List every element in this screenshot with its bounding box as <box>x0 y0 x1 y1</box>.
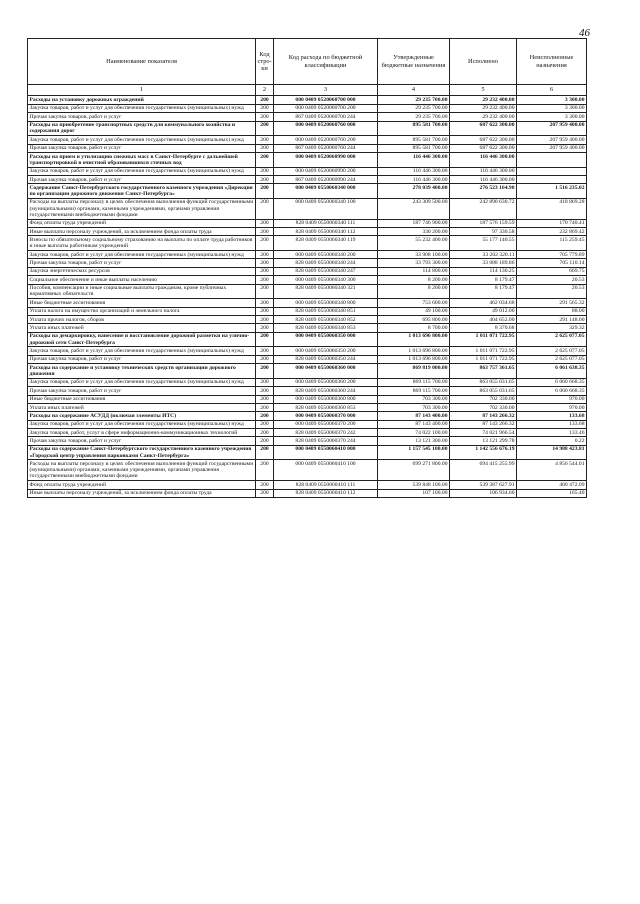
row-indicator-name: Расходы на установку дорожных ограждений <box>28 96 256 104</box>
row-approved-amount: 55 232 400.00 <box>378 236 450 251</box>
row-executed-amount: 539 387 627.91 <box>450 481 517 489</box>
row-approved-amount: 8 200.00 <box>378 284 450 299</box>
row-indicator-name: Закупка энергетических ресурсов <box>28 267 256 275</box>
row-remaining-amount: 133.46 <box>517 429 587 437</box>
row-line-code: 200 <box>256 267 274 275</box>
row-executed-amount: 8 179.47 <box>450 276 517 284</box>
row-indicator-name: Иные бюджетные ассигнования <box>28 395 256 403</box>
table-row <box>28 355 587 363</box>
row-remaining-amount: 165.40 <box>517 489 587 497</box>
table-row <box>28 412 587 420</box>
row-executed-amount: 404 652.00 <box>450 316 517 324</box>
row-approved-amount: 1 157 545 100.00 <box>378 445 450 460</box>
row-line-code: 200 <box>256 236 274 251</box>
row-indicator-name: Прочая закупка товаров, работ и услуг <box>28 144 256 152</box>
row-budget-code: 828 0409 0550060370 244 <box>274 437 378 445</box>
row-indicator-name: Расходы на выплаты персоналу в целях обеспечения выполнения функций государственными (муниципальными) органами, казенными учреждениями, органами управления государственными внебюджетными фондами <box>28 460 256 481</box>
row-line-code: 200 <box>256 152 274 167</box>
row-approved-amount: 8 700.00 <box>378 324 450 332</box>
table-row <box>28 104 587 112</box>
row-executed-amount: 106 934.60 <box>450 489 517 497</box>
row-line-code: 200 <box>256 219 274 227</box>
row-budget-code: 000 0409 0550060360 200 <box>274 378 378 386</box>
table-row <box>28 420 587 428</box>
row-indicator-name: Иные бюджетные ассигнования <box>28 299 256 307</box>
row-executed-amount: 687 622 300.00 <box>450 144 517 152</box>
row-budget-code: 000 0409 0550060370 200 <box>274 420 378 428</box>
header-indicator-name: Наименование показателя <box>28 39 256 85</box>
header-executed: Исполнено <box>450 39 517 85</box>
row-remaining-amount: 170 740.41 <box>517 219 587 227</box>
row-indicator-name: Фонд оплаты труда учреждений <box>28 481 256 489</box>
row-remaining-amount: 3 300.00 <box>517 113 587 121</box>
row-executed-amount: 74 021 966.54 <box>450 429 517 437</box>
row-remaining-amount: 20.53 <box>517 276 587 284</box>
table-row <box>28 167 587 175</box>
table-row <box>28 259 587 267</box>
row-line-code: 200 <box>256 316 274 324</box>
table-header-row <box>28 39 587 85</box>
row-line-code: 200 <box>256 96 274 104</box>
row-executed-amount: 116 446 300.00 <box>450 152 517 167</box>
row-indicator-name: Прочая закупка товаров, работ и услуг <box>28 175 256 183</box>
row-indicator-name: Расходы на прием и утилизацию снежных масс в Санкт-Петербурге с дальнейшей транспортировкой в очистной образовавшихся сточных вод <box>28 152 256 167</box>
row-approved-amount: 29 235 700.00 <box>378 104 450 112</box>
column-number: 4 <box>378 85 450 96</box>
row-remaining-amount: 20.53 <box>517 284 587 299</box>
row-budget-code: 828 0409 0550060340 112 <box>274 228 378 236</box>
row-remaining-amount: 460 472.09 <box>517 481 587 489</box>
row-line-code: 200 <box>256 167 274 175</box>
row-indicator-name: Расходы на содержание АСУДД (включая элементы ИТС) <box>28 412 256 420</box>
table-row <box>28 121 587 136</box>
row-line-code: 200 <box>256 420 274 428</box>
row-line-code: 200 <box>256 412 274 420</box>
row-approved-amount: 703 300.00 <box>378 395 450 403</box>
row-line-code: 200 <box>256 324 274 332</box>
row-budget-code: 828 0409 0550060340 321 <box>274 284 378 299</box>
row-executed-amount: 87 143 266.32 <box>450 420 517 428</box>
row-indicator-name: Закупка товаров, работ и услуг для обеспечения государственных (муниципальных) нужд <box>28 167 256 175</box>
row-indicator-name: Закупка товаров, работ и услуг для обеспечения государственных (муниципальных) нужд <box>28 420 256 428</box>
table-row <box>28 324 587 332</box>
row-indicator-name: Расходы на выплаты персоналу в целях обеспечения выполнения функций государственными (муниципальными) органами, казенными учреждениями, органами управления государственными внебюджетными фондами <box>28 198 256 219</box>
row-approved-amount: 330 200.00 <box>378 228 450 236</box>
row-budget-code: 000 0409 0550060410 100 <box>274 460 378 481</box>
row-remaining-amount: 115 259.45 <box>517 236 587 251</box>
row-line-code: 200 <box>256 175 274 183</box>
row-executed-amount: 187 576 159.59 <box>450 219 517 227</box>
table-row <box>28 395 587 403</box>
row-remaining-amount: 133.68 <box>517 412 587 420</box>
table-row <box>28 152 587 167</box>
row-executed-amount: 1 011 071 722.95 <box>450 332 517 347</box>
row-remaining-amount <box>517 167 587 175</box>
row-approved-amount: 895 581 700.00 <box>378 121 450 136</box>
row-executed-amount: 29 232 400.00 <box>450 104 517 112</box>
row-remaining-amount: 669.75 <box>517 267 587 275</box>
row-approved-amount: 29 235 700.00 <box>378 96 450 104</box>
row-budget-code: 000 0409 0550060370 000 <box>274 412 378 420</box>
row-line-code: 200 <box>256 332 274 347</box>
row-executed-amount: 462 034.68 <box>450 299 517 307</box>
table-row <box>28 364 587 379</box>
header-line-code: Код стро-ки <box>256 39 274 85</box>
row-executed-amount: 1 011 071 722.95 <box>450 347 517 355</box>
table-row <box>28 481 587 489</box>
row-indicator-name: Закупка товаров, работ и услуг для обеспечения государственных (муниципальных) нужд <box>28 251 256 259</box>
row-line-code: 200 <box>256 198 274 219</box>
row-executed-amount: 1 011 071 722.95 <box>450 355 517 363</box>
row-remaining-amount: 207 959 400.00 <box>517 121 587 136</box>
row-line-code: 200 <box>256 395 274 403</box>
row-approved-amount: 116 446 300.00 <box>378 175 450 183</box>
row-indicator-name: Фонд оплаты труда учреждений <box>28 219 256 227</box>
row-executed-amount: 863 757 361.65 <box>450 364 517 379</box>
row-approved-amount: 33 908 100.00 <box>378 251 450 259</box>
row-executed-amount: 55 177 140.55 <box>450 236 517 251</box>
row-executed-amount: 702 330.00 <box>450 403 517 411</box>
row-line-code: 200 <box>256 437 274 445</box>
row-line-code: 200 <box>256 276 274 284</box>
table-row <box>28 437 587 445</box>
row-approved-amount: 33 793 300.00 <box>378 259 450 267</box>
row-budget-code: 828 0409 0550060360 244 <box>274 387 378 395</box>
row-indicator-name: Уплата иных платежей <box>28 403 256 411</box>
row-line-code: 200 <box>256 299 274 307</box>
row-indicator-name: Иные выплаты персоналу учреждений, за исключением фонда оплаты труда <box>28 228 256 236</box>
table-row <box>28 307 587 315</box>
row-indicator-name: Пособия, компенсации и иные социальные выплаты гражданам, кроме публичных нормативных обязательств <box>28 284 256 299</box>
row-indicator-name: Социальное обеспечение и иные выплаты населению <box>28 276 256 284</box>
table-row <box>28 284 587 299</box>
row-executed-amount: 687 622 300.00 <box>450 121 517 136</box>
row-approved-amount: 187 746 900.00 <box>378 219 450 227</box>
row-budget-code: 000 0409 0550060340 200 <box>274 251 378 259</box>
row-approved-amount: 29 235 700.00 <box>378 113 450 121</box>
row-budget-code: 828 0409 0550060410 111 <box>274 481 378 489</box>
column-numbers-row <box>28 85 587 96</box>
row-indicator-name: Закупка товаров, работ и услуг для обеспечения государственных (муниципальных) нужд <box>28 104 256 112</box>
row-indicator-name: Прочая закупка товаров, работ и услуг <box>28 113 256 121</box>
row-budget-code: 000 0409 0520060760 000 <box>274 121 378 136</box>
table-row <box>28 378 587 386</box>
table-row <box>28 276 587 284</box>
row-approved-amount: 74 022 100.00 <box>378 429 450 437</box>
row-line-code: 200 <box>256 113 274 121</box>
row-line-code: 200 <box>256 259 274 267</box>
row-remaining-amount: 207 959 400.00 <box>517 136 587 144</box>
row-approved-amount: 869 115 700.00 <box>378 378 450 386</box>
row-indicator-name: Прочая закупка товаров, работ и услуг <box>28 259 256 267</box>
table-row <box>28 251 587 259</box>
row-approved-amount: 87 143 400.00 <box>378 412 450 420</box>
row-line-code: 200 <box>256 460 274 481</box>
row-budget-code: 867 0409 0520060990 244 <box>274 175 378 183</box>
row-indicator-name: Прочая закупка товаров, работ и услуг <box>28 387 256 395</box>
table-row <box>28 347 587 355</box>
table-row <box>28 219 587 227</box>
row-approved-amount: 278 039 400.00 <box>378 184 450 199</box>
row-budget-code: 000 0409 0550060340 000 <box>274 184 378 199</box>
row-budget-code: 828 0409 0550060340 852 <box>274 316 378 324</box>
column-number: 1 <box>28 85 256 96</box>
row-line-code: 200 <box>256 144 274 152</box>
row-line-code: 200 <box>256 489 274 497</box>
row-budget-code: 828 0409 0550060340 111 <box>274 219 378 227</box>
row-remaining-amount: 329.32 <box>517 324 587 332</box>
row-budget-code: 000 0409 0520060990 200 <box>274 167 378 175</box>
row-approved-amount: 869 819 000.00 <box>378 364 450 379</box>
table-row <box>28 316 587 324</box>
row-line-code: 200 <box>256 347 274 355</box>
column-number: 2 <box>256 85 274 96</box>
row-line-code: 200 <box>256 355 274 363</box>
row-executed-amount: 87 143 266.32 <box>450 412 517 420</box>
table-row <box>28 403 587 411</box>
row-budget-code: 000 0409 0550060340 100 <box>274 198 378 219</box>
row-executed-amount: 687 622 300.00 <box>450 136 517 144</box>
row-executed-amount: 863 055 031.65 <box>450 387 517 395</box>
row-indicator-name: Расходы на содержание и установку технических средств организации дорожного движения <box>28 364 256 379</box>
row-budget-code: 000 0409 0550060360 800 <box>274 395 378 403</box>
row-remaining-amount: 705 779.89 <box>517 251 587 259</box>
row-approved-amount: 1 013 696 800.00 <box>378 347 450 355</box>
budget-execution-table <box>27 38 587 498</box>
row-executed-amount: 33 202 320.11 <box>450 251 517 259</box>
row-budget-code: 000 0409 0550060350 200 <box>274 347 378 355</box>
row-budget-code: 828 0409 0550060340 244 <box>274 259 378 267</box>
table-row <box>28 489 587 497</box>
row-budget-code: 000 0409 0520060990 000 <box>274 152 378 167</box>
row-budget-code: 828 0409 0550060340 247 <box>274 267 378 275</box>
row-remaining-amount: 3 300.00 <box>517 104 587 112</box>
row-line-code: 200 <box>256 403 274 411</box>
row-indicator-name: Содержание Санкт-Петербургского государственного казенного учреждения «Дирекция по организации дорожного движения Санкт-Петербурга» <box>28 184 256 199</box>
row-approved-amount: 116 446 300.00 <box>378 152 450 167</box>
row-executed-amount: 116 446 300.00 <box>450 167 517 175</box>
header-approved: Утвержденные бюджетные назначения <box>378 39 450 85</box>
table-row <box>28 175 587 183</box>
table-row <box>28 96 587 104</box>
row-executed-amount: 97 330.58 <box>450 228 517 236</box>
row-indicator-name: Закупка товаров, работ и услуг для обеспечения государственных (муниципальных) нужд <box>28 136 256 144</box>
row-line-code: 200 <box>256 251 274 259</box>
row-remaining-amount: 2 625 077.05 <box>517 347 587 355</box>
row-line-code: 200 <box>256 184 274 199</box>
table-row <box>28 267 587 275</box>
row-approved-amount: 87 143 400.00 <box>378 420 450 428</box>
row-executed-amount: 276 523 164.98 <box>450 184 517 199</box>
row-indicator-name: Уплата налога на имущество организаций и земельного налога <box>28 307 256 315</box>
row-remaining-amount: 232 869.42 <box>517 228 587 236</box>
row-approved-amount: 895 581 700.00 <box>378 144 450 152</box>
row-approved-amount: 753 600.00 <box>378 299 450 307</box>
row-approved-amount: 49 100.00 <box>378 307 450 315</box>
row-line-code: 200 <box>256 104 274 112</box>
row-budget-code: 867 0409 0520060760 244 <box>274 144 378 152</box>
column-number: 5 <box>450 85 517 96</box>
row-remaining-amount: 88.00 <box>517 307 587 315</box>
row-remaining-amount: 0.22 <box>517 437 587 445</box>
row-remaining-amount: 1 516 235.02 <box>517 184 587 199</box>
row-line-code: 200 <box>256 136 274 144</box>
row-approved-amount: 703 300.00 <box>378 403 450 411</box>
row-budget-code: 867 0409 0520060700 244 <box>274 113 378 121</box>
table-row <box>28 184 587 199</box>
row-executed-amount: 13 121 299.78 <box>450 437 517 445</box>
row-line-code: 200 <box>256 228 274 236</box>
row-indicator-name: Закупка товаров, работ и услуг для обеспечения государственных (муниципальных) нужд <box>28 347 256 355</box>
row-executed-amount: 33 088 189.86 <box>450 259 517 267</box>
row-indicator-name: Закупка товаров, работ, услуг в сфере информационно-коммуникационных технологий <box>28 429 256 437</box>
row-indicator-name: Прочая закупка товаров, работ и услуг <box>28 355 256 363</box>
row-executed-amount: 1 142 556 676.19 <box>450 445 517 460</box>
row-budget-code: 828 0409 0550060340 853 <box>274 324 378 332</box>
row-approved-amount: 1 013 696 800.00 <box>378 355 450 363</box>
row-indicator-name: Расходы на содержание Санкт-Петербургского государственного казенного учреждения «Городской центр управления парковками Санкт-Петербурга» <box>28 445 256 460</box>
table-row <box>28 387 587 395</box>
row-budget-code: 000 0409 0520060700 000 <box>274 96 378 104</box>
row-remaining-amount: 207 959 400.00 <box>517 144 587 152</box>
row-remaining-amount <box>517 152 587 167</box>
row-indicator-name: Расходы на демаркировку, нанесение и восстановление дорожной разметки на улично-дорожной сети Санкт-Петербурга <box>28 332 256 347</box>
row-budget-code: 000 0409 0550060340 300 <box>274 276 378 284</box>
row-line-code: 200 <box>256 307 274 315</box>
row-line-code: 200 <box>256 429 274 437</box>
table-row <box>28 198 587 219</box>
table-row <box>28 228 587 236</box>
row-executed-amount: 694 415 255.99 <box>450 460 517 481</box>
row-remaining-amount: 4 856 544.01 <box>517 460 587 481</box>
row-executed-amount: 114 130.25 <box>450 267 517 275</box>
row-approved-amount: 895 581 700.00 <box>378 136 450 144</box>
row-remaining-amount: 3 300.00 <box>517 96 587 104</box>
row-budget-code: 828 0409 0550060370 242 <box>274 429 378 437</box>
row-budget-code: 000 0409 0550060360 000 <box>274 364 378 379</box>
row-remaining-amount: 6 061 638.35 <box>517 364 587 379</box>
row-approved-amount: 107 100.00 <box>378 489 450 497</box>
row-remaining-amount: 291 565.32 <box>517 299 587 307</box>
row-approved-amount: 695 800.00 <box>378 316 450 324</box>
row-line-code: 200 <box>256 387 274 395</box>
row-budget-code: 828 0409 0550060360 853 <box>274 403 378 411</box>
row-remaining-amount: 2 625 077.05 <box>517 332 587 347</box>
row-indicator-name: Закупка товаров, работ и услуг для обеспечения государственных (муниципальных) нужд <box>28 378 256 386</box>
row-remaining-amount: 2 625 077.05 <box>517 355 587 363</box>
row-remaining-amount: 133.68 <box>517 420 587 428</box>
table-row <box>28 299 587 307</box>
row-budget-code: 000 0409 0550060340 800 <box>274 299 378 307</box>
row-executed-amount: 116 446 300.00 <box>450 175 517 183</box>
row-indicator-name: Расходы на приобретение транспортных средств для коммунального хозяйства и содержания дорог <box>28 121 256 136</box>
table-row <box>28 113 587 121</box>
row-indicator-name: Уплата иных платежей <box>28 324 256 332</box>
row-executed-amount: 242 890 630.72 <box>450 198 517 219</box>
row-approved-amount: 869 115 700.00 <box>378 387 450 395</box>
row-budget-code: 000 0409 0520060700 200 <box>274 104 378 112</box>
column-number: 6 <box>517 85 587 96</box>
row-budget-code: 828 0409 0550060410 112 <box>274 489 378 497</box>
row-budget-code: 000 0409 0550060410 000 <box>274 445 378 460</box>
row-executed-amount: 29 232 400.00 <box>450 113 517 121</box>
row-budget-code: 000 0409 0520060760 200 <box>274 136 378 144</box>
row-executed-amount: 29 232 400.00 <box>450 96 517 104</box>
row-remaining-amount: 14 988 423.81 <box>517 445 587 460</box>
table-row <box>28 332 587 347</box>
row-approved-amount: 13 121 300.00 <box>378 437 450 445</box>
table-row <box>28 236 587 251</box>
row-approved-amount: 8 200.00 <box>378 276 450 284</box>
row-remaining-amount <box>517 175 587 183</box>
row-approved-amount: 114 800.00 <box>378 267 450 275</box>
row-executed-amount: 8 370.68 <box>450 324 517 332</box>
header-budget-code: Код расхода по бюджетной классификации <box>274 39 378 85</box>
row-executed-amount: 8 179.47 <box>450 284 517 299</box>
row-indicator-name: Иные выплаты персоналу учреждений, за исключением фонда оплаты труда <box>28 489 256 497</box>
row-remaining-amount: 291 148.00 <box>517 316 587 324</box>
row-budget-code: 000 0409 0550060350 000 <box>274 332 378 347</box>
row-remaining-amount: 970.00 <box>517 395 587 403</box>
row-remaining-amount: 6 060 668.35 <box>517 387 587 395</box>
row-remaining-amount: 418 869.28 <box>517 198 587 219</box>
row-budget-code: 828 0409 0550060340 119 <box>274 236 378 251</box>
row-line-code: 200 <box>256 364 274 379</box>
row-line-code: 200 <box>256 481 274 489</box>
row-budget-code: 828 0409 0550060350 244 <box>274 355 378 363</box>
row-approved-amount: 116 446 300.00 <box>378 167 450 175</box>
row-remaining-amount: 6 060 668.35 <box>517 378 587 386</box>
row-line-code: 200 <box>256 121 274 136</box>
row-line-code: 200 <box>256 378 274 386</box>
row-approved-amount: 699 271 800.00 <box>378 460 450 481</box>
row-remaining-amount: 705 110.14 <box>517 259 587 267</box>
row-executed-amount: 702 330.00 <box>450 395 517 403</box>
row-approved-amount: 243 309 500.00 <box>378 198 450 219</box>
row-approved-amount: 1 013 696 800.00 <box>378 332 450 347</box>
table-row <box>28 429 587 437</box>
row-executed-amount: 49 012.00 <box>450 307 517 315</box>
row-approved-amount: 539 848 100.00 <box>378 481 450 489</box>
row-indicator-name: Уплата прочих налогов, сборов <box>28 316 256 324</box>
page-number: 46 <box>579 27 590 39</box>
column-number: 3 <box>274 85 378 96</box>
row-line-code: 200 <box>256 284 274 299</box>
table-row <box>28 460 587 481</box>
row-remaining-amount: 970.00 <box>517 403 587 411</box>
table-row <box>28 136 587 144</box>
row-indicator-name: Прочая закупка товаров, работ и услуг <box>28 437 256 445</box>
row-executed-amount: 863 055 031.65 <box>450 378 517 386</box>
header-remaining: Неисполненные назначения <box>517 39 587 85</box>
table-row <box>28 445 587 460</box>
table-row <box>28 144 587 152</box>
row-line-code: 200 <box>256 445 274 460</box>
row-indicator-name: Взносы по обязательному социальному страхованию на выплаты по оплате труда работников и иные выплаты работникам учреждений <box>28 236 256 251</box>
row-budget-code: 828 0409 0550060340 851 <box>274 307 378 315</box>
